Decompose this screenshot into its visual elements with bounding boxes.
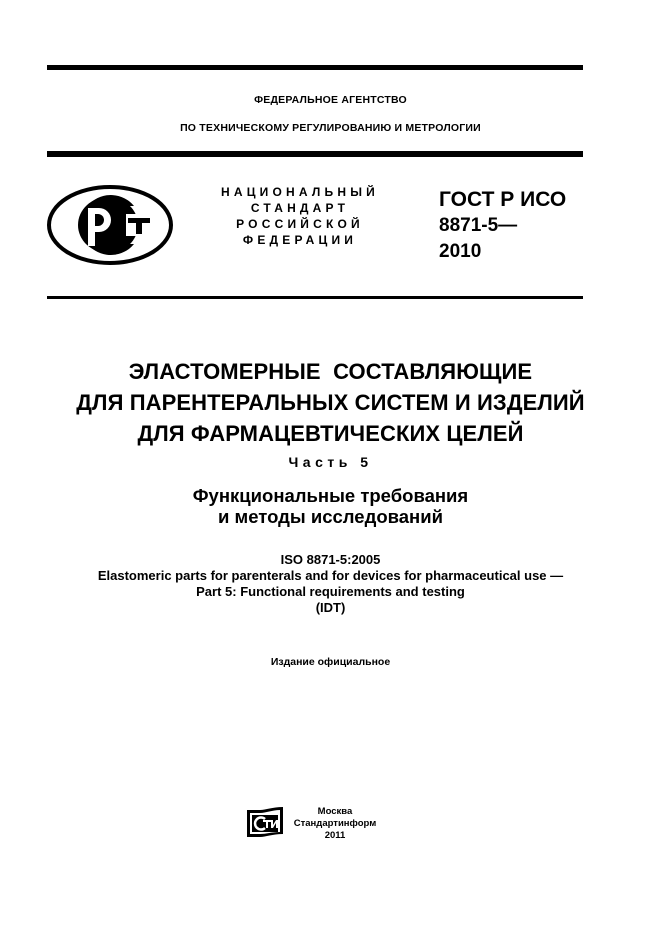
standartinform-logo-icon	[246, 806, 284, 838]
publisher-city: Москва	[317, 806, 353, 817]
publisher-year: 2011	[324, 830, 346, 841]
edition-label: Издание официальное	[270, 656, 391, 668]
iso-number: ISO 8871-5:2005	[280, 552, 381, 567]
agency-line-2: ПО ТЕХНИЧЕСКОМУ РЕГУЛИРОВАНИЮ И МЕТРОЛОГИИ	[180, 122, 481, 134]
national-standard-label	[205, 184, 395, 248]
header-bottom-rule	[47, 151, 583, 157]
subtitle-line-2: и методы исследований	[218, 506, 443, 527]
iso-equivalence: (IDT)	[315, 600, 346, 615]
agency-line-1: ФЕДЕРАЛЬНОЕ АГЕНТСТВО	[254, 94, 407, 106]
document-title	[0, 356, 661, 449]
gost-designation-line-3: 2010	[439, 241, 482, 262]
iso-reference	[0, 552, 661, 616]
title-line-2: ДЛЯ ПАРЕНТЕРАЛЬНЫХ СИСТЕМ И ИЗДЕЛИЙ	[76, 390, 585, 415]
gost-designation	[439, 187, 566, 265]
standard-block-rule	[47, 296, 583, 299]
publisher-info	[290, 806, 380, 842]
title-line-3: ДЛЯ ФАРМАЦЕВТИЧЕСКИХ ЦЕЛЕЙ	[137, 421, 524, 446]
gost-designation-line-1: ГОСТ Р ИСО	[439, 188, 567, 211]
national-standard-line-4: ФЕДЕРАЦИИ	[242, 233, 358, 247]
iso-title-line-2: Part 5: Functional requirements and testing	[196, 584, 465, 599]
iso-title-line-1: Elastomeric parts for parenterals and for devices for pharmaceutical use —	[97, 568, 564, 583]
national-standard-line-3: РОССИЙСКОЙ	[236, 217, 364, 231]
national-standard-line-1: НАЦИОНАЛЬНЫЙ	[220, 185, 380, 199]
title-line-1: ЭЛАСТОМЕРНЫЕ СОСТАВЛЯЮЩИЕ	[128, 359, 533, 384]
publisher-name: Стандартинформ	[293, 818, 377, 829]
subtitle-line-1: Функциональные требования	[192, 485, 469, 506]
top-rule	[47, 65, 583, 70]
document-subtitle	[0, 485, 661, 527]
rst-gost-logo-icon	[46, 184, 174, 266]
part-label: Часть 5	[288, 454, 373, 470]
gost-designation-line-2: 8871-5—	[439, 215, 518, 236]
national-standard-line-2: СТАНДАРТ	[250, 201, 350, 215]
